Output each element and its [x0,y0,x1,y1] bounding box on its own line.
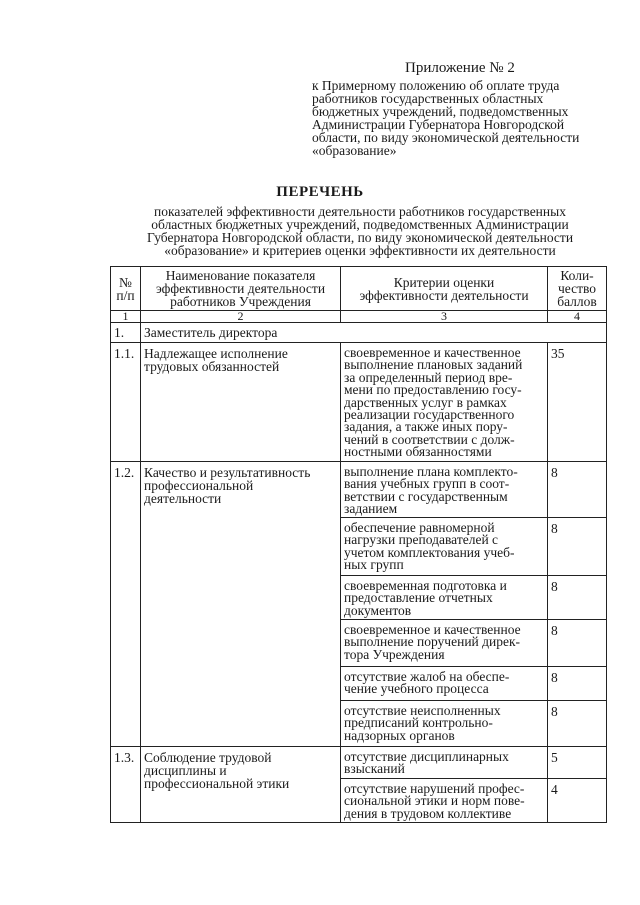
column-number: 2 [141,311,341,323]
points-cell: 8 [548,518,607,576]
points-cell: 8 [548,667,607,701]
section-num: 1. [111,323,141,343]
annex-line: работников государственных областных [312,91,544,106]
document-title: ПЕРЕЧЕНЬ [276,184,364,200]
table-row [111,747,607,779]
criterion-cell: своевременное и качественное выполнение поручений дирек- тора Учреждения [341,620,548,667]
criterion-cell: своевременное и качественное выполнение плановых заданий за определенный период вре- мени по предоставлению госу- дарственных услуг в рамках реализации государственного задания, а также иных пору- чений в соответствии с долж- ностными обязанностями [341,343,548,462]
points-cell: 8 [548,701,607,747]
points-cell: 35 [548,343,607,462]
criterion-cell: отсутствие нарушений профес- сиональной этики и норм пове- дения в трудовом коллективе [341,779,548,823]
indicator-cell: Надлежащее исполнение трудовых обязанностей [141,343,341,462]
header-criteria: Критерии оценки эффективности деятельности [341,267,548,311]
indicator-cell: Качество и результативность профессиональной деятельности [141,462,341,747]
column-numbers-row [111,311,607,323]
annex-line: Администрации Губернатора Новгородской [312,117,565,132]
column-number: 3 [341,311,548,323]
points-cell: 8 [548,620,607,667]
annex-line: области, по виду экономической деятельности [312,130,580,145]
subtitle-line: областных бюджетных учреждений, подведомственных Администрации [151,217,569,232]
subtitle-line: показателей эффективности деятельности работников государственных [154,204,566,219]
criterion-cell: отсутствие дисциплинарных взысканий [341,747,548,779]
header-indicator: Наименование показателя эффективности деятельности работников Учреждения [141,267,341,311]
header-num: № п/п [111,267,141,311]
annex-number: Приложение № 2 [405,60,515,76]
criterion-cell: выполнение плана комплекто- вания учебных групп в соот- ветствии с государственным заданием [341,462,548,518]
criterion-cell: отсутствие неисполненных предписаний контрольно- надзорных органов [341,701,548,747]
header-points: Коли- чество баллов [548,267,607,311]
annex-reference [312,79,612,157]
document-subtitle [110,205,610,257]
criterion-cell: своевременная подготовка и предоставление отчетных документов [341,576,548,620]
subtitle-line: Губернатора Новгородской области, по виду экономической деятельности [146,230,574,245]
subtitle-line: «образование» и критериев оценки эффективности их деятельности [164,243,556,258]
criterion-cell: обеспечение равномерной нагрузки преподавателей с учетом комплектования учеб- ных групп [341,518,548,576]
annex-line: к Примерному положению об оплате труда [312,78,560,93]
indicator-cell: Соблюдение трудовой дисциплины и профессиональной этики [141,747,341,823]
table-header-row [111,267,607,311]
table-row [111,462,607,518]
table-row [111,343,607,462]
row-num: 1.2. [111,462,141,747]
section-row [111,323,607,343]
points-cell: 8 [548,462,607,518]
points-cell: 8 [548,576,607,620]
indicators-table [110,266,607,823]
row-num: 1.3. [111,747,141,823]
column-number: 1 [111,311,141,323]
section-title: Заместитель директора [141,323,607,343]
column-number: 4 [548,311,607,323]
annex-line: бюджетных учреждений, подведомственных [312,104,569,119]
criterion-cell: отсутствие жалоб на обеспе- чение учебного процесса [341,667,548,701]
row-num: 1.1. [111,343,141,462]
points-cell: 5 [548,747,607,779]
annex-line: «образование» [312,143,397,158]
points-cell: 4 [548,779,607,823]
